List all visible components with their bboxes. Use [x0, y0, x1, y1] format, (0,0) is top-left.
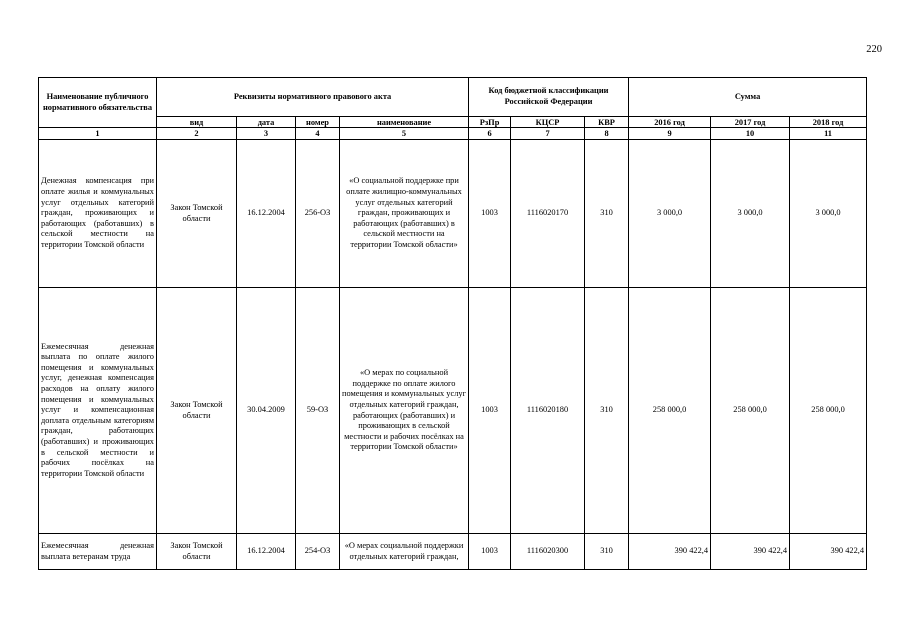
column-number: 3 — [237, 128, 296, 140]
act-date: 16.12.2004 — [237, 534, 296, 570]
header-number: номер — [296, 117, 340, 128]
kcsr-code: 1116020180 — [511, 288, 585, 534]
header-year-2017: 2017 год — [711, 117, 790, 128]
rzpr-code: 1003 — [469, 140, 511, 288]
act-type: Закон Томской области — [157, 288, 237, 534]
header-rzpr: РзПр — [469, 117, 511, 128]
rzpr-code: 1003 — [469, 288, 511, 534]
column-number: 9 — [629, 128, 711, 140]
subheader-row — [39, 117, 867, 128]
sum-2018: 390 422,4 — [790, 534, 867, 570]
act-title: «О социальной поддержке при оплате жилищно-коммунальных услуг отдельных категорий граждан, проживающих и работающих (работавших) в сельской местности на территории Томской области» — [340, 140, 469, 288]
header-act-requisites: Реквизиты нормативного правового акта — [157, 78, 469, 117]
rzpr-code: 1003 — [469, 534, 511, 570]
act-type: Закон Томской области — [157, 140, 237, 288]
header-act-name: наименование — [340, 117, 469, 128]
column-number: 2 — [157, 128, 237, 140]
column-number: 11 — [790, 128, 867, 140]
column-number-row — [39, 128, 867, 140]
sum-2017: 258 000,0 — [711, 288, 790, 534]
header-vid: вид — [157, 117, 237, 128]
page-number: 220 — [866, 44, 882, 55]
obligation-name: Денежная компенсация при оплате жилья и коммунальных услуг отдельных категорий граждан, проживающих и работающих (работавших) в сельской местности на территории Томской области — [39, 140, 157, 288]
column-number: 5 — [340, 128, 469, 140]
header-date: дата — [237, 117, 296, 128]
kcsr-code: 1116020170 — [511, 140, 585, 288]
column-number: 4 — [296, 128, 340, 140]
act-number: 256-ОЗ — [296, 140, 340, 288]
act-number: 59-ОЗ — [296, 288, 340, 534]
obligations-table — [38, 77, 867, 570]
kcsr-code: 1116020300 — [511, 534, 585, 570]
header-kcsr: КЦСР — [511, 117, 585, 128]
header-budget-code: Код бюджетной классификации Российской Федерации — [469, 78, 629, 117]
sum-2018: 3 000,0 — [790, 140, 867, 288]
act-title: «О мерах по социальной поддержке по оплате жилого помещения и коммунальных услуг отдельных категорий граждан, работающих (работавших) и проживающих в сельской местности и рабочих посёлках на территории Томской области» — [340, 288, 469, 534]
obligation-name: Ежемесячная денежная выплата ветеранам труда — [39, 534, 157, 570]
sum-2017: 390 422,4 — [711, 534, 790, 570]
header-row — [39, 78, 867, 117]
act-date: 16.12.2004 — [237, 140, 296, 288]
column-number: 10 — [711, 128, 790, 140]
column-number: 1 — [39, 128, 157, 140]
sum-2016: 3 000,0 — [629, 140, 711, 288]
table-row — [39, 534, 867, 570]
header-year-2018: 2018 год — [790, 117, 867, 128]
header-year-2016: 2016 год — [629, 117, 711, 128]
sum-2016: 390 422,4 — [629, 534, 711, 570]
header-obligation-name: Наименование публичного нормативного обязательства — [39, 78, 157, 128]
kvr-code: 310 — [585, 288, 629, 534]
header-kvr: КВР — [585, 117, 629, 128]
obligation-name: Ежемесячная денежная выплата по оплате жилого помещения и коммунальных услуг, денежная компенсация расходов на оплату жилого помещения и коммунальных услуг и компенсационная доплата отдельным категориям граждан, работающих (работавших) и проживающих в сельской местности и рабочих посёлках на территории Томской области — [39, 288, 157, 534]
table-row — [39, 140, 867, 288]
sum-2018: 258 000,0 — [790, 288, 867, 534]
act-title: «О мерах социальной поддержки отдельных категорий граждан, — [340, 534, 469, 570]
kvr-code: 310 — [585, 534, 629, 570]
act-number: 254-ОЗ — [296, 534, 340, 570]
act-type: Закон Томской области — [157, 534, 237, 570]
column-number: 6 — [469, 128, 511, 140]
header-sum: Сумма — [629, 78, 867, 117]
table-row — [39, 288, 867, 534]
act-date: 30.04.2009 — [237, 288, 296, 534]
sum-2017: 3 000,0 — [711, 140, 790, 288]
column-number: 7 — [511, 128, 585, 140]
kvr-code: 310 — [585, 140, 629, 288]
column-number: 8 — [585, 128, 629, 140]
sum-2016: 258 000,0 — [629, 288, 711, 534]
